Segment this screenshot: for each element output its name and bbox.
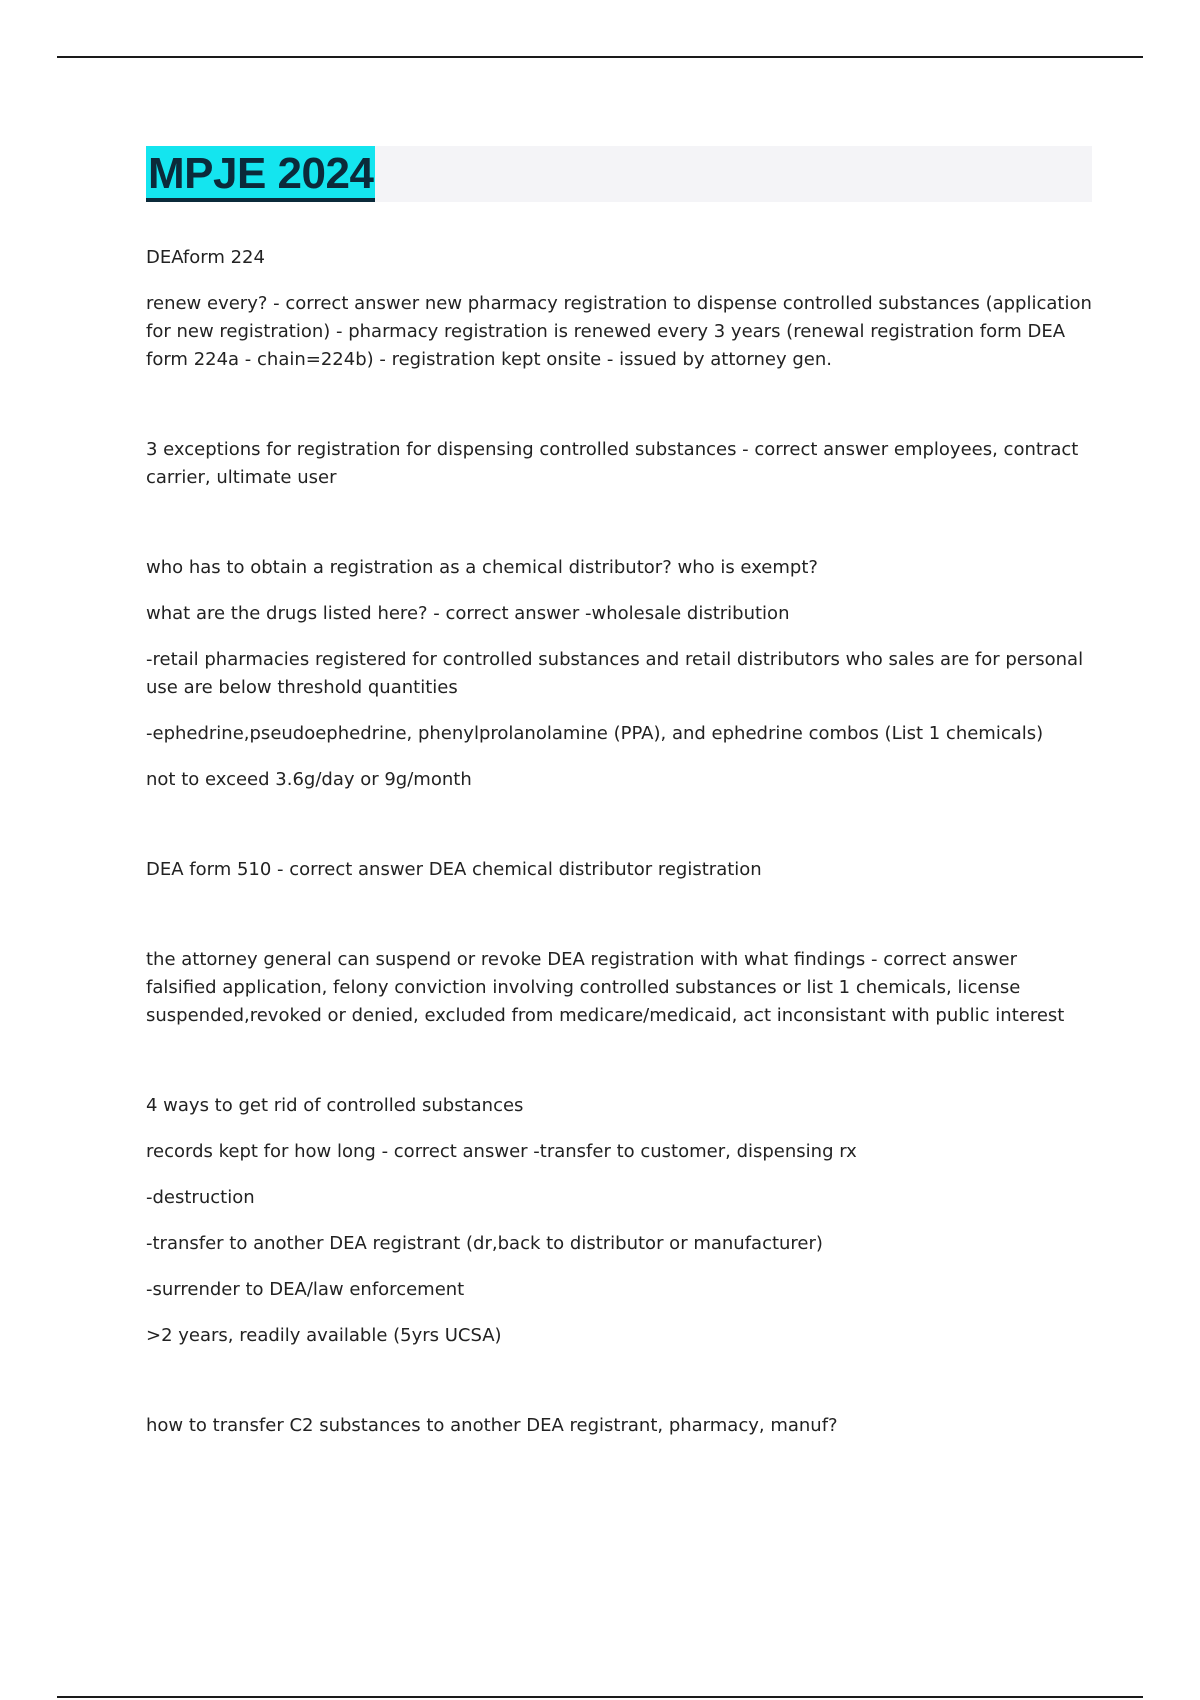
paragraph: -destruction (146, 1187, 255, 1208)
paragraph: what are the drugs listed here? - correct answer -wholesale distribution (146, 603, 790, 624)
page-title: MPJE 2024 (146, 146, 375, 202)
paragraph: who has to obtain a registration as a chemical distributor? who is exempt? (146, 557, 818, 578)
paragraph: >2 years, readily available (5yrs UCSA) (146, 1325, 502, 1346)
spacer (146, 510, 1092, 554)
footer-rule (57, 1696, 1143, 1698)
paragraph: how to transfer C2 substances to another DEA registrant, pharmacy, manuf? (146, 1415, 838, 1436)
paragraph: not to exceed 3.6g/day or 9g/month (146, 769, 472, 790)
header-rule (57, 56, 1143, 58)
paragraph: 4 ways to get rid of controlled substances (146, 1095, 524, 1116)
paragraph: records kept for how long - correct answer -transfer to customer, dispensing rx (146, 1141, 857, 1162)
paragraph: renew every? - correct answer new pharmacy registration to dispense controlled substances (application for new registration) - pharmacy registration is renewed every 3 years (renewal registration form DEA form 224a - chain=224b) - registration kept onsite - issued by attorney gen. (146, 293, 1092, 370)
paragraph: DEAform 224 (146, 247, 265, 268)
paragraph: -retail pharmacies registered for controlled substances and retail distributors who sales are for personal use are below threshold quantities (146, 649, 1084, 698)
spacer (146, 1368, 1092, 1412)
document-body (146, 244, 1092, 1458)
spacer (146, 392, 1092, 436)
paragraph: -transfer to another DEA registrant (dr,back to distributor or manufacturer) (146, 1233, 823, 1254)
paragraph: the attorney general can suspend or revoke DEA registration with what findings - correct answer falsified application, felony conviction involving controlled substances or list 1 chemicals, license suspended,revoked or denied, excluded from medicare/medicaid, act inconsistant with public interest (146, 949, 1065, 1026)
spacer (146, 1048, 1092, 1092)
paragraph: 3 exceptions for registration for dispensing controlled substances - correct answer employees, contract carrier, ultimate user (146, 439, 1079, 488)
paragraph: -ephedrine,pseudoephedrine, phenylprolanolamine (PPA), and ephedrine combos (List 1 chemicals) (146, 723, 1044, 744)
paragraph: -surrender to DEA/law enforcement (146, 1279, 465, 1300)
paragraph: DEA form 510 - correct answer DEA chemical distributor registration (146, 859, 762, 880)
spacer (146, 812, 1092, 856)
spacer (146, 902, 1092, 946)
